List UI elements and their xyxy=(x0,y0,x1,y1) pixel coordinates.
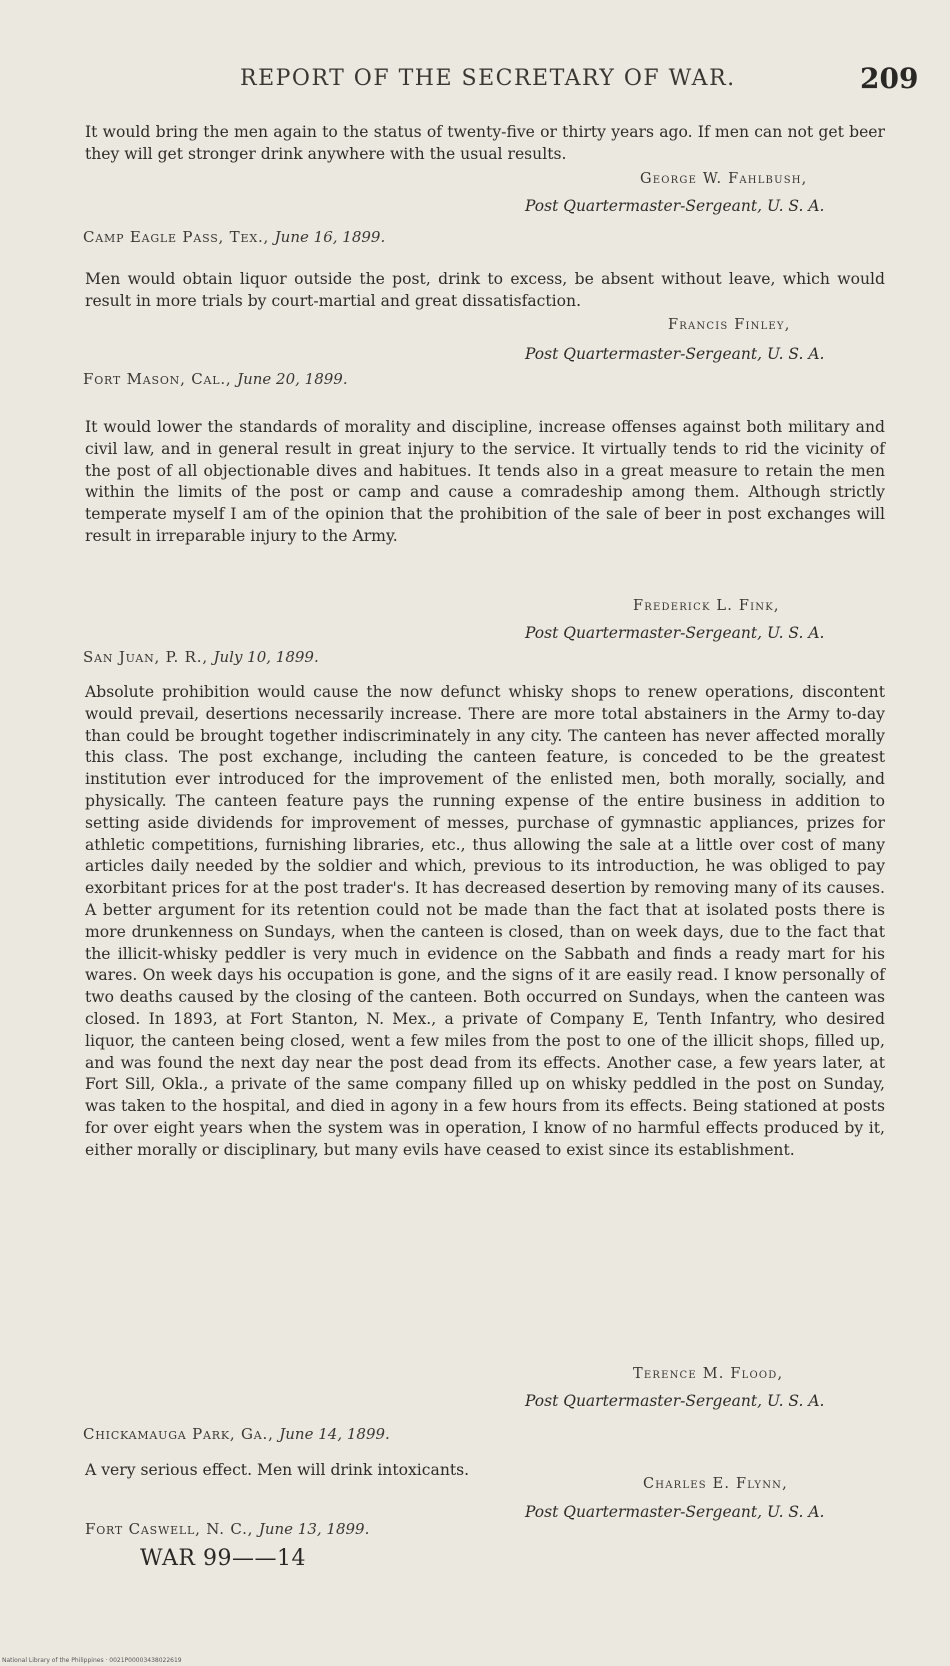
signatory-name: Terence M. Flood, xyxy=(633,1366,784,1382)
place: San Juan, P. R., xyxy=(83,648,208,666)
signatory-title: Post Quartermaster-Sergeant, U. S. A. xyxy=(525,1392,825,1410)
place-and-date xyxy=(83,370,348,388)
date: June 14, 1899. xyxy=(279,1425,390,1443)
date: June 20, 1899. xyxy=(237,370,348,388)
testimony-paragraph: A very serious effect. Men will drink intoxicants. xyxy=(85,1461,470,1479)
place-and-date xyxy=(83,648,319,666)
place: Chickamauga Park, Ga., xyxy=(83,1425,274,1443)
signatory-name: Francis Finley, xyxy=(668,317,791,333)
signatory-name: George W. Fahlbush, xyxy=(640,171,808,187)
testimony-paragraph: Absolute prohibition would cause the now defunct whisky shops to renew operations, discontent would prevail, desertions necessarily increase. There are more total abstainers in the Army to-day than could be brought together indiscriminately in any city. The canteen has never affected morally this class. The post exchange, including the canteen feature, is conceded to be the greatest institution ever introduced for the improvement of the enlisted men, both morally, socially, and physically. The canteen feature pays the running expense of the entire business in addition to setting aside dividends for improvement of messes, purchase of gymnastic appliances, prizes for athletic competitions, furnishing libraries, etc., thus allowing the sale at a little over cost of many articles daily needed by the soldier and which, previous to its introduction, he was obliged to pay exorbitant prices for at the post trader's. It has decreased desertion by removing many of its causes. A better argument for its retention could not be made than the fact that at isolated posts there is more drunkenness on Sundays, when the canteen is closed, than on week days, due to the fact that the illicit-whisky peddler is very much in evidence on the Sabbath and finds a ready mart for his wares. On week days his occupation is gone, and the signs of it are easily read. I know personally of two deaths caused by the closing of the canteen. Both occurred on Sundays, when the canteen was closed. In 1893, at Fort Stanton, N. Mex., a private of Company E, Tenth Infantry, who desired liquor, the canteen being closed, went a few miles from the post to one of the illicit shops, filled up, and was found the next day near the post dead from its effects. Another case, a few years later, at Fort Sill, Okla., a private of the same company filled up on whisky peddled in the post on Sunday, was taken to the hospital, and died in agony in a few hours from its effects. Being stationed at posts for over eight years when the system was in operation, I know of no harmful effects produced by it, either morally or disciplinary, but many evils have ceased to exist since its establishment. xyxy=(85,683,885,1159)
date: June 16, 1899. xyxy=(274,228,386,246)
signatory-title: Post Quartermaster-Sergeant, U. S. A. xyxy=(525,624,825,642)
signatory-title: Post Quartermaster-Sergeant, U. S. A. xyxy=(525,197,825,215)
date: July 10, 1899. xyxy=(213,648,319,666)
signatory-name: Charles E. Flynn, xyxy=(643,1476,788,1492)
place: Camp Eagle Pass, Tex., xyxy=(83,228,270,246)
place: Fort Mason, Cal., xyxy=(83,370,232,388)
place: Fort Caswell, N. C., xyxy=(85,1520,254,1538)
place-and-date xyxy=(85,1520,369,1538)
place-and-date xyxy=(83,1425,390,1443)
testimony-paragraph: It would bring the men again to the status of twenty-five or thirty years ago. If men can not get beer they will get stronger drink anywhere with the usual results. xyxy=(85,123,885,163)
page-number: 209 xyxy=(860,62,919,95)
library-imprint: National Library of the Philippines · 0021P00003438022619 xyxy=(2,1657,182,1664)
place-and-date xyxy=(83,228,385,246)
signatory-name: Frederick L. Fink, xyxy=(633,598,780,614)
signatory-title: Post Quartermaster-Sergeant, U. S. A. xyxy=(525,1503,825,1521)
testimony-paragraph: It would lower the standards of morality and discipline, increase offenses against both military and civil law, and in general result in great injury to the service. It virtually tends to rid the vicinity of the post of all objectionable dives and habitues. It tends also in a great measure to retain the men within the limits of the post or camp and cause a comradeship among them. Although strictly temperate myself I am of the opinion that the prohibition of the sale of beer in post exchanges will result in irreparable injury to the Army. xyxy=(85,418,885,545)
testimony-paragraph: Men would obtain liquor outside the post, drink to excess, be absent without leave, which would result in more trials by court-martial and great dissatisfaction. xyxy=(85,270,885,310)
printer-signature: WAR 99——14 xyxy=(140,1546,306,1571)
date: June 13, 1899. xyxy=(258,1520,370,1538)
running-head: REPORT OF THE SECRETARY OF WAR. xyxy=(240,66,736,91)
signatory-title: Post Quartermaster-Sergeant, U. S. A. xyxy=(525,345,825,363)
